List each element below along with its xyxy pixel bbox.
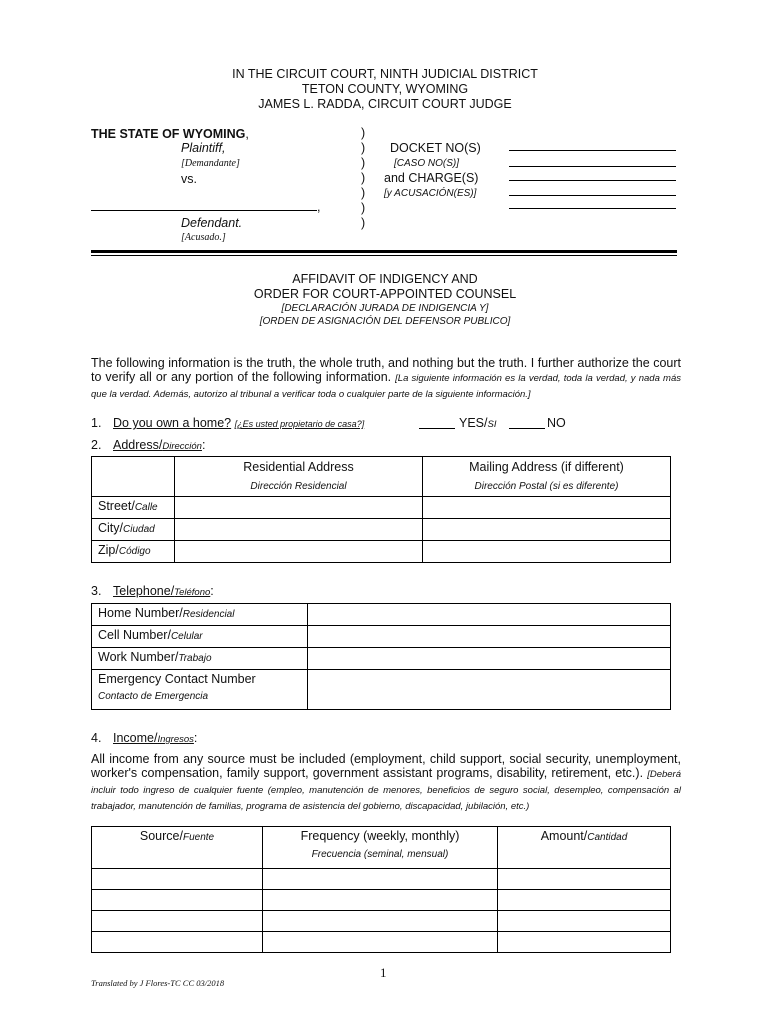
table-row [92,497,671,519]
amount-header: Amount/Cantidad [498,827,671,869]
defendant-label-es: [Acusado.] [181,232,226,243]
docket-line[interactable] [509,166,676,167]
table-row [92,869,671,890]
charge-label-es: [y ACUSACIÓN(ES)] [384,188,477,199]
docket-label-es: [CASO NO(S)] [394,158,460,169]
question-number: 3. [91,584,102,598]
question-number: 2. [91,438,102,452]
source-header: Source/Fuente [92,827,263,869]
income-source-field[interactable] [92,932,263,953]
intro-paragraph: The following information is the truth, the whole truth, and nothing but the truth. I further authorize the court to verify all or any portion of the following information. [La siguiente información es la verdad, toda la verdad, y nada más que la verdad. Además, autorizo al tribunal a verificar toda o cualquier parte de la siguiente información.] [91,356,681,400]
address-header-row [92,457,671,497]
caption-divider [91,250,677,253]
income-frequency-field[interactable] [263,911,498,932]
income-header-row [92,827,671,869]
income-source-field[interactable] [92,911,263,932]
mailing-label-es: Dirección Postal (si es diferente) [474,481,619,492]
defendant-name-line[interactable] [91,210,317,211]
emergency-label-es: Contacto de Emergencia [98,691,209,702]
caption-paren: ) [361,201,366,215]
residential-label: Residential Address [243,460,354,474]
frequency-header [263,827,498,869]
address-header-cell [92,457,175,497]
table-row [92,604,671,626]
income-frequency-field[interactable] [263,932,498,953]
mailing-zip-field[interactable] [423,541,671,563]
county-name: TETON COUNTY, WYOMING [301,82,469,96]
home-question: Do you own a home? [¿Es usted propietario de casa?] [113,416,365,430]
page-number: 1 [380,965,387,980]
table-row [92,648,671,670]
emergency-number-field[interactable] [308,670,671,710]
row-label [92,670,308,710]
table-row [92,890,671,911]
translation-credit: Translated by J Flores-TC CC 03/2018 [91,978,225,988]
home-number-field[interactable] [308,604,671,626]
form-title: AFFIDAVIT OF INDIGENCY AND [292,272,478,286]
caption-paren: ) [361,186,366,200]
versus-label: vs. [181,172,197,186]
income-source-field[interactable] [92,869,263,890]
form-title-es: [ORDEN DE ASIGNACIÓN DEL DEFENSOR PUBLICO] [259,316,511,327]
caption-paren: ) [361,171,366,185]
no-answer-line[interactable] [509,428,545,429]
row-label: Zip/Código [92,541,175,563]
income-table [91,826,671,953]
row-label: Home Number/Residencial [92,604,308,626]
table-row [92,911,671,932]
question-number: 4. [91,731,102,745]
question-number: 1. [91,416,102,430]
caption-paren: ) [361,141,366,155]
telephone-table [91,603,671,710]
work-number-field[interactable] [308,648,671,670]
row-label: Work Number/Trabajo [92,648,308,670]
row-label: City/Ciudad [92,519,175,541]
table-row [92,519,671,541]
plaintiff-label-es: [Demandante] [181,158,240,169]
charge-line[interactable] [509,180,676,181]
yes-label: YES/SI [459,416,497,430]
row-label: Street/Calle [92,497,175,519]
docket-label: DOCKET NO(S) [390,141,481,155]
docket-line[interactable] [509,150,676,151]
income-source-field[interactable] [92,890,263,911]
table-row [92,541,671,563]
frequency-label: Frequency (weekly, monthly) [300,829,460,843]
income-amount-field[interactable] [498,911,671,932]
residential-zip-field[interactable] [175,541,423,563]
no-label: NO [547,416,566,430]
charge-label: and CHARGE(S) [384,171,479,185]
state-label: THE STATE OF WYOMING, [91,127,249,141]
defendant-comma: , [317,200,321,214]
table-row [92,626,671,648]
income-instructions: All income from any source must be included (employment, child support, social security, unemployment, worker's compensation, family support, government assistant programs, disability, retirement, etc.). [Deberá incluir todo ingreso de cualquier fuente (empleo, manutención de menores, beneficios de seguro social, desempleo, compensación al trabajador, manutención de familias, programa de asistencia del gobierno, discapacidad, jubilación, etc.) [91,752,681,812]
charge-line[interactable] [509,195,676,196]
telephone-heading: Telephone/Teléfono: [113,584,214,598]
income-amount-field[interactable] [498,932,671,953]
mailing-header [423,457,671,497]
form-title: ORDER FOR COURT-APPOINTED COUNSEL [253,287,517,301]
caption-divider [91,255,677,256]
income-frequency-field[interactable] [263,890,498,911]
table-row [92,932,671,953]
income-amount-field[interactable] [498,869,671,890]
income-heading: Income/Ingresos: [113,731,198,745]
residential-header [175,457,423,497]
court-name: IN THE CIRCUIT COURT, NINTH JUDICIAL DISTRICT [232,67,538,81]
row-label: Cell Number/Celular [92,626,308,648]
judge-name: JAMES L. RADDA, CIRCUIT COURT JUDGE [258,97,512,111]
mailing-street-field[interactable] [423,497,671,519]
plaintiff-label: Plaintiff, [181,141,226,155]
charge-line[interactable] [509,208,676,209]
cell-number-field[interactable] [308,626,671,648]
income-frequency-field[interactable] [263,869,498,890]
frequency-label-es: Frecuencia (seminal, mensual) [311,849,449,860]
yes-answer-line[interactable] [419,428,455,429]
address-heading: Address/Dirección: [113,438,206,452]
mailing-city-field[interactable] [423,519,671,541]
mailing-label: Mailing Address (if different) [469,460,624,474]
table-row [92,670,671,710]
residential-label-es: Dirección Residencial [250,481,347,492]
residential-city-field[interactable] [175,519,423,541]
caption-paren: ) [361,126,366,140]
income-amount-field[interactable] [498,890,671,911]
caption-paren: ) [361,216,366,230]
residential-street-field[interactable] [175,497,423,519]
caption-paren: ) [361,156,366,170]
form-title-es: [DECLARACIÓN JURADA DE INDIGENCIA Y] [281,303,489,314]
emergency-label: Emergency Contact Number [98,672,256,686]
address-table [91,456,671,563]
defendant-label: Defendant. [181,216,243,230]
